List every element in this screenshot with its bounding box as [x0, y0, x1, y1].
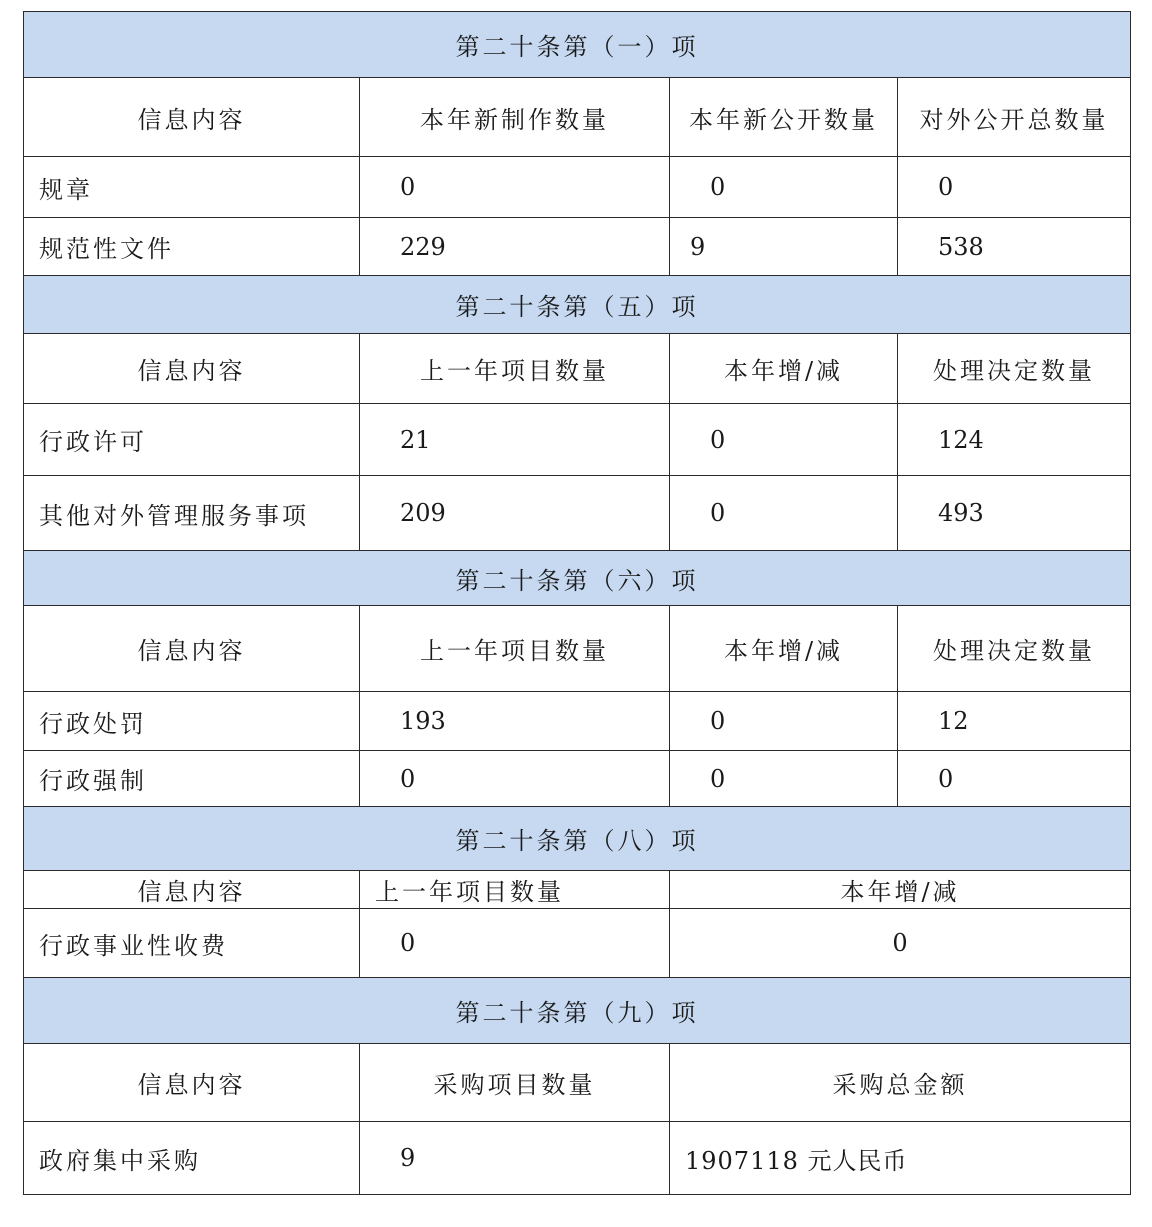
column-header: 本年增/减 — [670, 606, 898, 692]
section-title-row — [24, 807, 1131, 871]
cell-value: 0 — [670, 157, 898, 218]
column-header: 本年增/减 — [670, 871, 1131, 909]
cell-value: 21 — [360, 404, 670, 476]
cell-value: 0 — [670, 476, 898, 551]
cell-value: 0 — [670, 909, 1131, 978]
cell-value: 0 — [670, 692, 898, 751]
table-row — [24, 476, 1131, 551]
cell-value: 193 — [360, 692, 670, 751]
row-label: 其他对外管理服务事项 — [24, 476, 360, 551]
row-label: 行政强制 — [24, 751, 360, 807]
column-header: 采购总金额 — [670, 1044, 1131, 1122]
header-row — [24, 871, 1131, 909]
section-title: 第二十条第（五）项 — [24, 276, 1131, 334]
section-title: 第二十条第（六）项 — [24, 551, 1131, 606]
column-header: 本年新制作数量 — [360, 78, 670, 157]
column-header: 信息内容 — [24, 1044, 360, 1122]
column-header: 信息内容 — [24, 334, 360, 404]
column-header: 对外公开总数量 — [898, 78, 1131, 157]
cell-value: 0 — [898, 157, 1131, 218]
column-header: 信息内容 — [24, 78, 360, 157]
section-title: 第二十条第（八）项 — [24, 807, 1131, 871]
row-label: 行政许可 — [24, 404, 360, 476]
cell-value: 538 — [898, 218, 1131, 276]
column-header: 信息内容 — [24, 606, 360, 692]
table-row — [24, 1122, 1131, 1195]
column-header: 上一年项目数量 — [360, 871, 670, 909]
row-label: 行政事业性收费 — [24, 909, 360, 978]
cell-value: 0 — [360, 751, 670, 807]
table-row — [24, 157, 1131, 218]
row-label: 规范性文件 — [24, 218, 360, 276]
header-row — [24, 78, 1131, 157]
header-row — [24, 606, 1131, 692]
column-header: 上一年项目数量 — [360, 606, 670, 692]
section-title: 第二十条第（一）项 — [24, 12, 1131, 78]
row-label: 行政处罚 — [24, 692, 360, 751]
cell-value: 12 — [898, 692, 1131, 751]
column-header: 本年增/减 — [670, 334, 898, 404]
table-row — [24, 692, 1131, 751]
cell-value: 229 — [360, 218, 670, 276]
section-title-row — [24, 12, 1131, 78]
cell-value: 124 — [898, 404, 1131, 476]
cell-value: 0 — [670, 751, 898, 807]
cell-value: 9 — [360, 1122, 670, 1195]
section-title-row — [24, 276, 1131, 334]
row-label: 政府集中采购 — [24, 1122, 360, 1195]
column-header: 采购项目数量 — [360, 1044, 670, 1122]
column-header: 处理决定数量 — [898, 606, 1131, 692]
column-header: 上一年项目数量 — [360, 334, 670, 404]
section-title-row — [24, 978, 1131, 1044]
header-row — [24, 334, 1131, 404]
cell-value: 9 — [670, 218, 898, 276]
cell-value: 493 — [898, 476, 1131, 551]
cell-value: 209 — [360, 476, 670, 551]
header-row — [24, 1044, 1131, 1122]
column-header: 信息内容 — [24, 871, 360, 909]
table-row — [24, 751, 1131, 807]
section-title: 第二十条第（九）项 — [24, 978, 1131, 1044]
table-row — [24, 218, 1131, 276]
column-header: 处理决定数量 — [898, 334, 1131, 404]
cell-value: 0 — [360, 909, 670, 978]
cell-value: 0 — [898, 751, 1131, 807]
cell-value: 0 — [670, 404, 898, 476]
cell-value: 1907118 元人民币 — [670, 1122, 1131, 1195]
row-label: 规章 — [24, 157, 360, 218]
disclosure-table — [23, 11, 1131, 1195]
table-row — [24, 404, 1131, 476]
column-header: 本年新公开数量 — [670, 78, 898, 157]
section-title-row — [24, 551, 1131, 606]
table-row — [24, 909, 1131, 978]
cell-value: 0 — [360, 157, 670, 218]
